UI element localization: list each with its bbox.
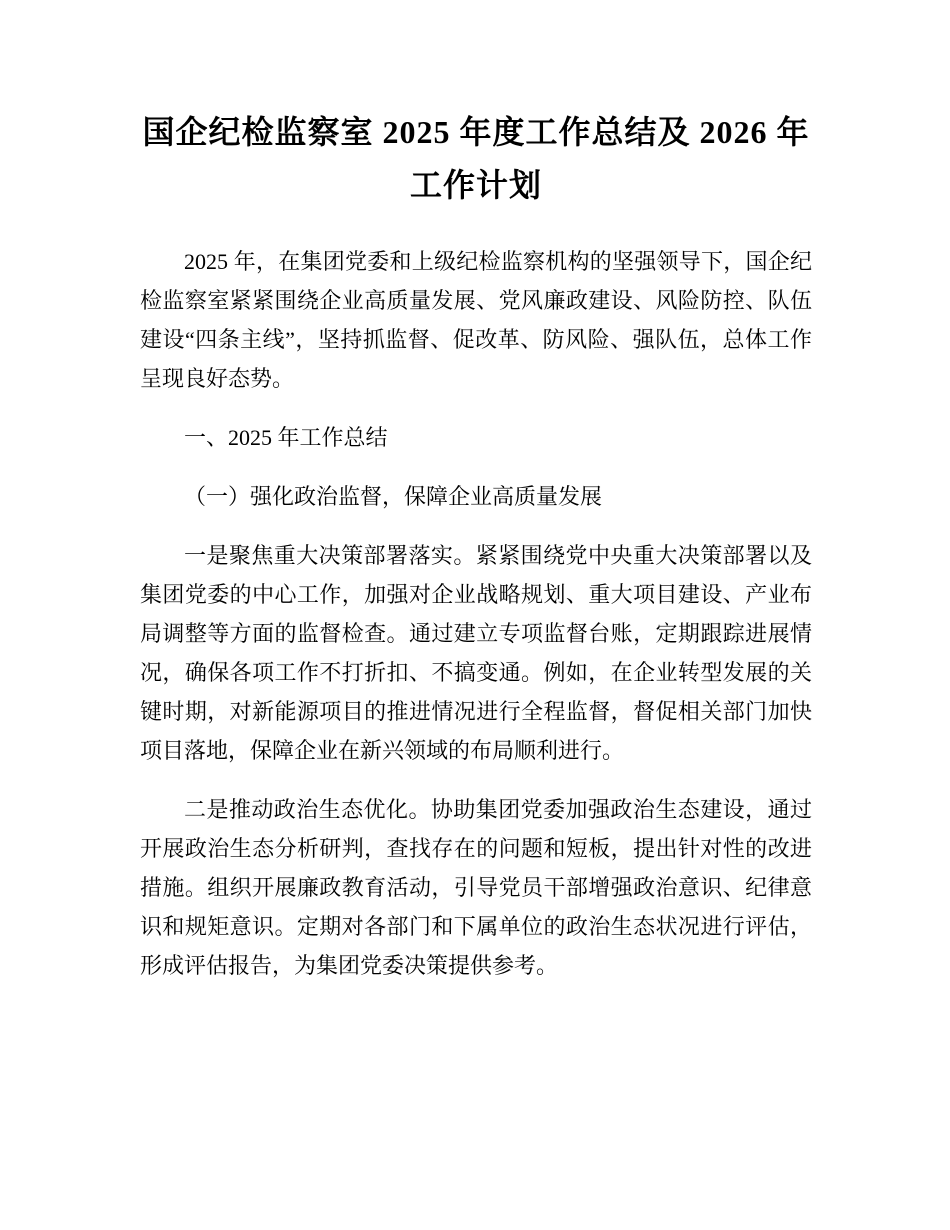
paragraph-intro: 2025 年，在集团党委和上级纪检监察机构的坚强领导下，国企纪检监察室紧紧围绕企业高质量发展、党风廉政建设、风险防控、队伍建设“四条主线”，坚持抓监督、促改革、防风险、强队伍，总体工作呈现良好态势。 — [140, 249, 812, 391]
section-heading-2025-summary: 一、2025 年工作总结 — [184, 425, 388, 450]
paragraph-point-two: 二是推动政治生态优化。协助集团党委加强政治生态建设，通过开展政治生态分析研判，查找存在的问题和短板，提出针对性的改进措施。组织开展廉政教育活动，引导党员干部增强政治意识、纪律意识和规矩意识。定期对各部门和下属单位的政治生态状况进行评估，形成评估报告，为集团党委决策提供参考。 — [140, 797, 812, 978]
subsection-heading-political-supervision: （一）强化政治监督，保障企业高质量发展 — [184, 484, 603, 509]
document-title: 国企纪检监察室 2025 年度工作总结及 2026 年工作计划 — [142, 114, 810, 203]
paragraph-point-one: 一是聚焦重大决策部署落实。紧紧围绕党中央重大决策部署以及集团党委的中心工作，加强对企业战略规划、重大项目建设、产业布局调整等方面的监督检查。通过建立专项监督台账，定期跟踪进展情况，确保各项工作不打折扣、不搞变通。例如，在企业转型发展的关键时期，对新能源项目的推进情况进行全程监督，督促相关部门加快项目落地，保障企业在新兴领域的布局顺利进行。 — [140, 543, 812, 763]
